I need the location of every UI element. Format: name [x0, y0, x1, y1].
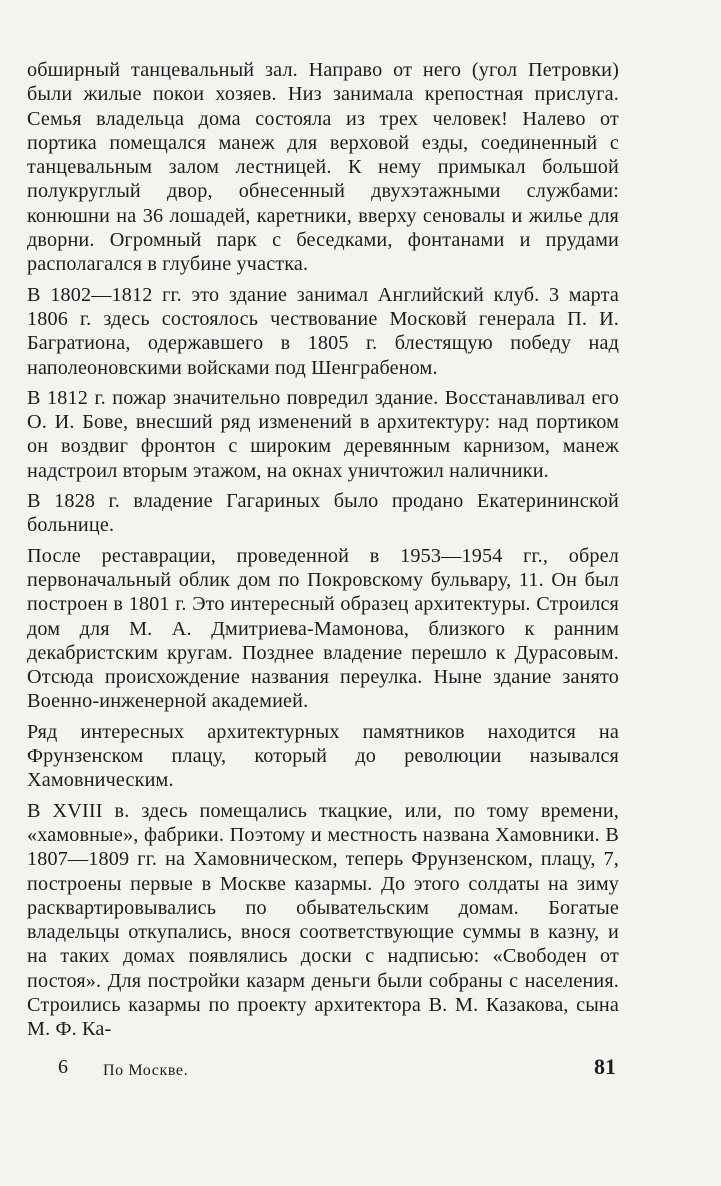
body-text: [27, 58, 619, 1048]
signature-number: 6: [58, 1056, 68, 1078]
signature-title: По Москве.: [103, 1062, 189, 1079]
paragraph-5: После реставрации, проведенной в 1953—1954 гг., обрел первоначальный облик дом по Покровскому бульвару, 11. Он был построен в 1801 г. Это интересный образец архитектуры. Строился дом для М. А. Дмитриева-Мамонова, близкого к ранним декабристским кругам. Позднее владение перешло к Дурасовым. Отсюда происхождение названия переулка. Ныне здание занято Военно-инженерной академией.: [27, 544, 619, 713]
paragraph-6: Ряд интересных архитектурных памятников находится на Фрунзенском плацу, который до революции назывался Хамовническим.: [27, 720, 619, 792]
paragraph-3: В 1812 г. пожар значительно повредил здание. Восстанавливал его О. И. Бове, внесший ряд изменений в архитектуру: над портиком он воздвиг фронтон с широким деревянным карнизом, манеж надстроил вторым этажом, на окнах уничтожил наличники.: [27, 386, 619, 482]
paragraph-2: В 1802—1812 гг. это здание занимал Английский клуб. 3 марта 1806 г. здесь состоялось чествование Московй генерала П. И. Багратиона, одержавшего в 1805 г. блестящую победу над наполеоновскими войсками под Шенграбеном.: [27, 283, 619, 379]
paragraph-4: В 1828 г. владение Гагариных было продано Екатерининской больнице.: [27, 490, 619, 537]
paragraph-1: обширный танцевальный зал. Направо от него (угол Петровки) были жилые покои хозяев. Низ занимала крепостная прислуга. Семья владельца дома состояла из трех человек! Налево от портика помещался манеж для верховой езды, соединенный с танцевальным залом лестницей. К нему примыкал большой полукруглый двор, обнесенный двухэтажными службами: конюшни на 36 лошадей, каретники, вверху сеновалы и жилье для дворни. Огромный парк с беседками, фонтанами и прудами располагался в глубине участка.: [27, 59, 619, 276]
page-number: 81: [594, 1054, 616, 1079]
page-footer: [0, 1048, 721, 1088]
paragraph-7: В XVIII в. здесь помещались ткацкие, или, по тому времени, «хамовные», фабрики. Поэтому и местность названа Хамовники. В 1807—1809 гг. на Хамовническом, теперь Фрунзенском, плацу, 7, построены первые в Москве казармы. До этого солдаты на зиму расквартировывались по обывательским домам. Богатые владельцы откупались, внося соответствующие суммы в казну, и на таких домах появлялись доски с надписью: «Свободен от постоя». Для постройки казарм деньги были собраны с населения. Строились казармы по проекту архитектора В. М. Казакова, сына М. Ф. Ка-: [27, 799, 619, 1041]
